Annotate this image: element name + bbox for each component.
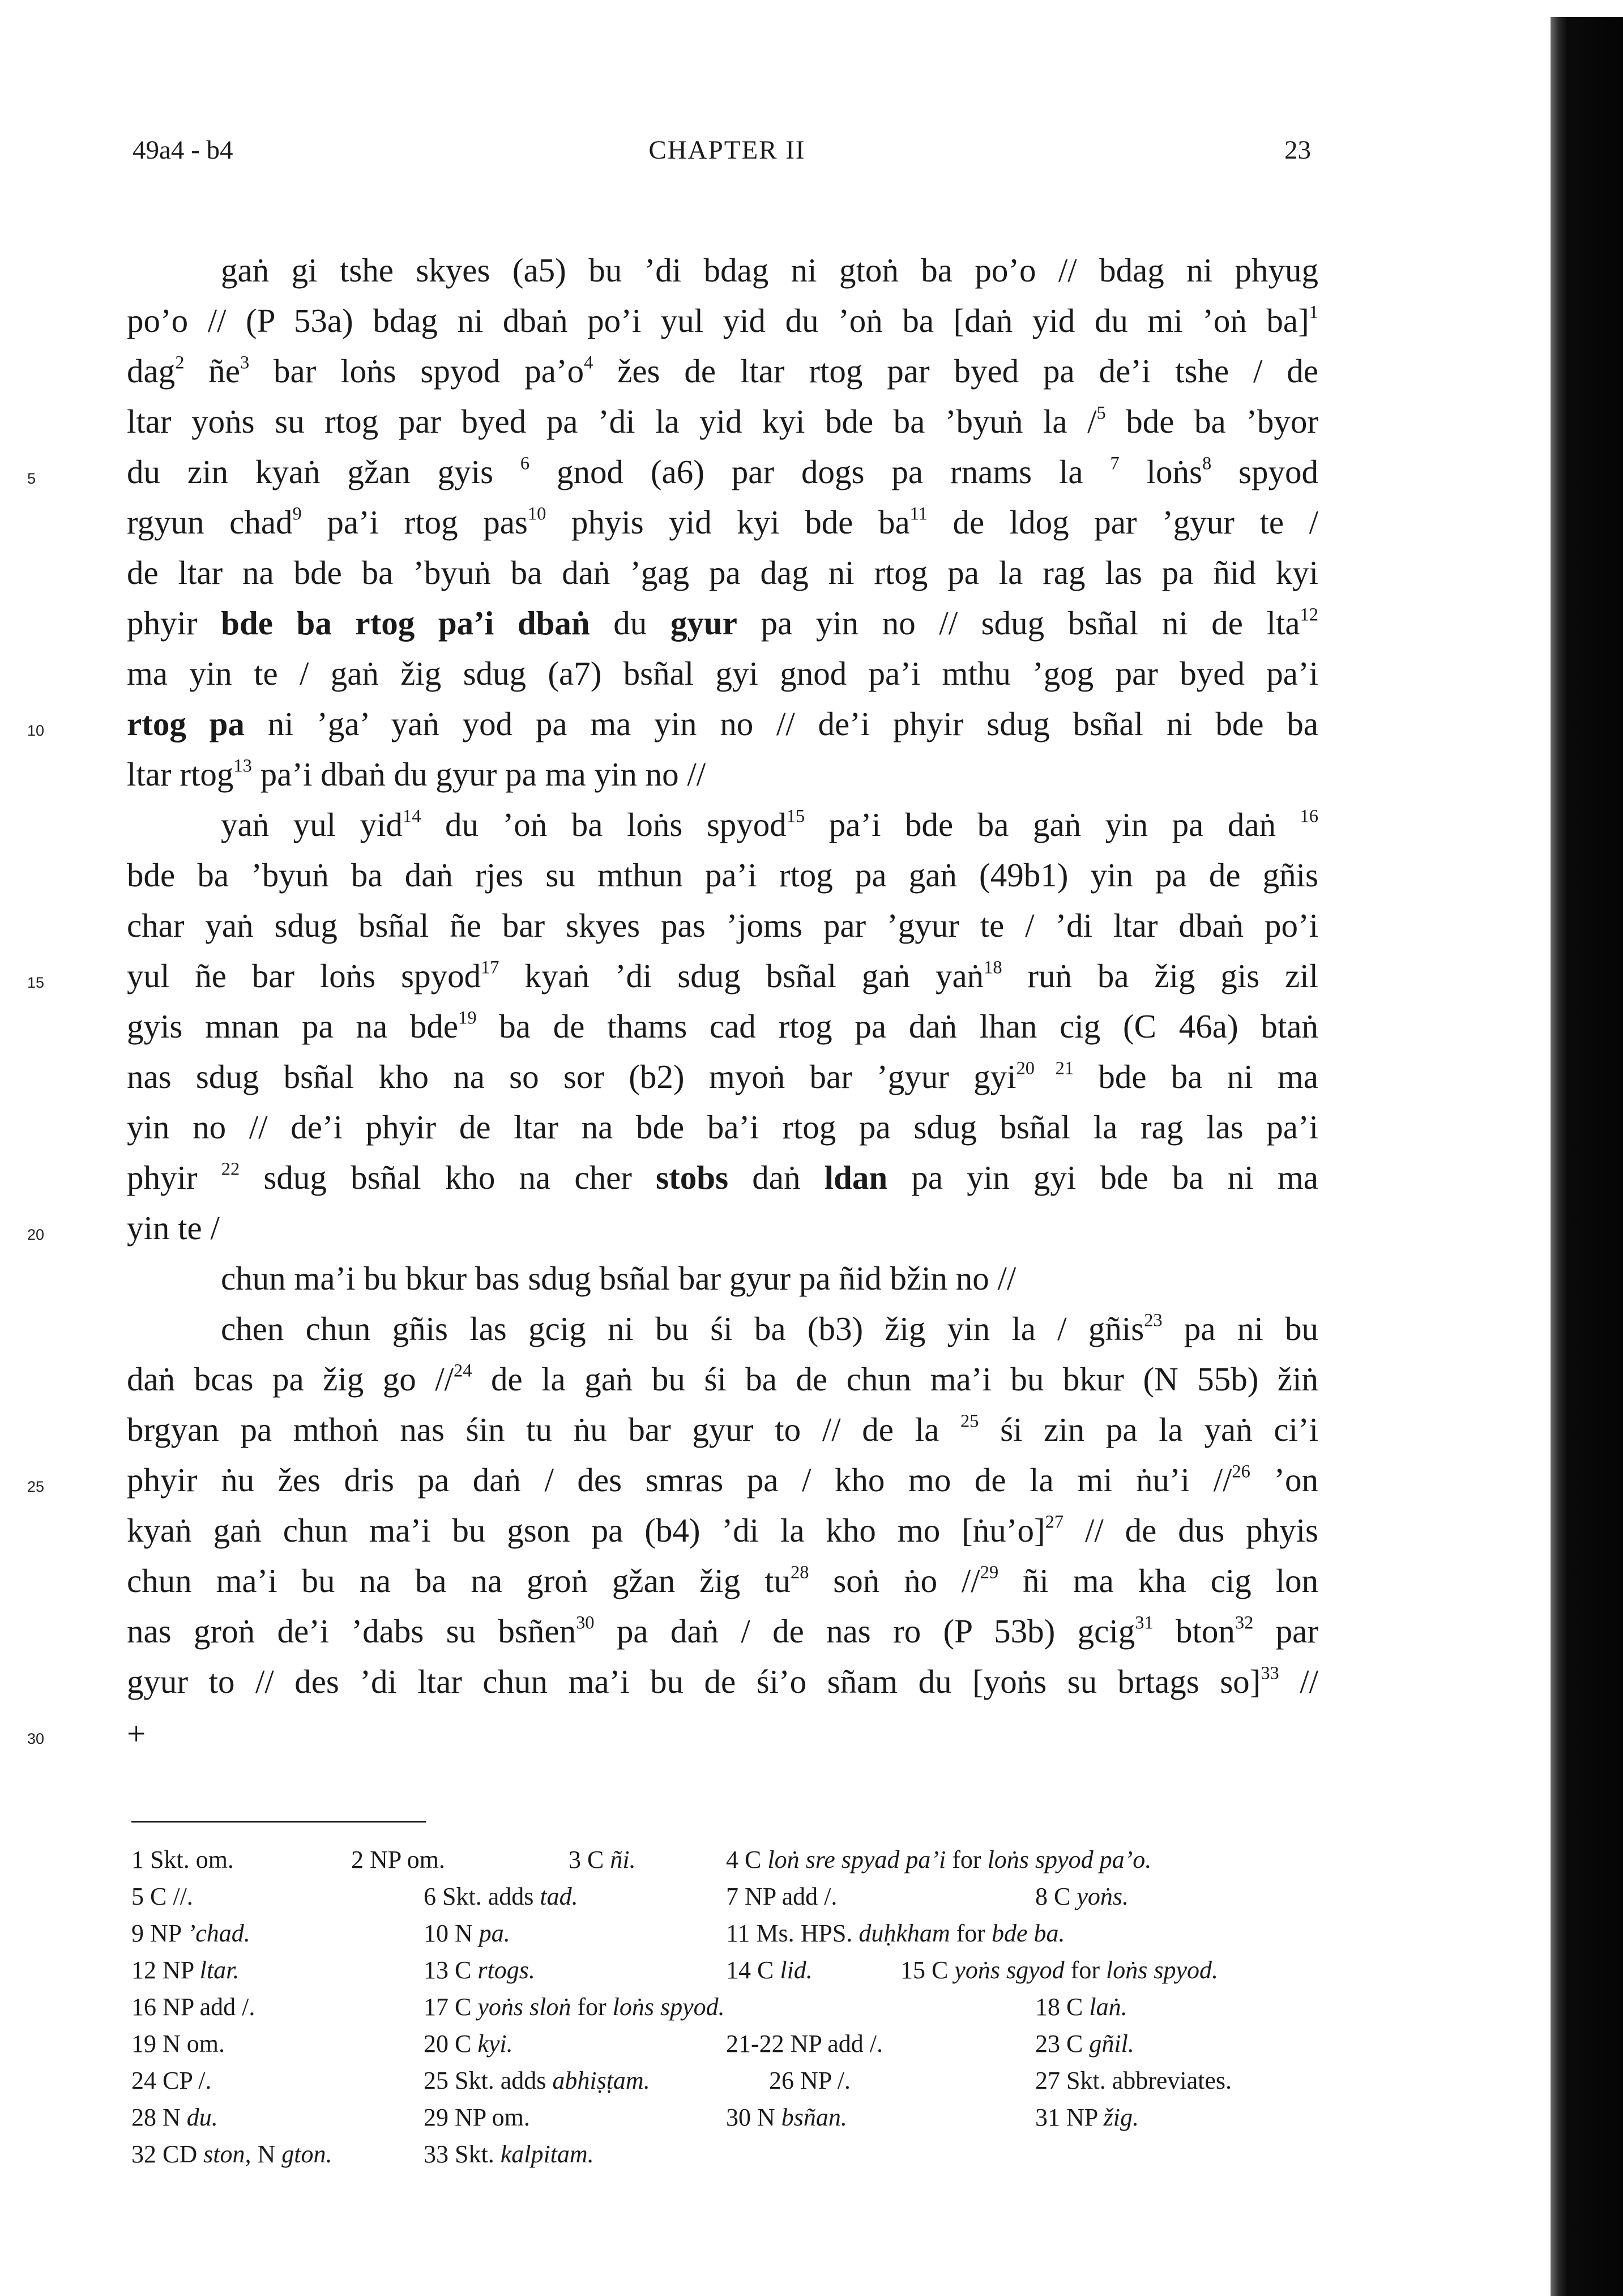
footnote-ref: 16 <box>1300 806 1318 827</box>
text-line: phyir bde ba rtog pa’i dbaṅ du gyur pa yin no // sdug bsñal ni de lta$^{12}$ <box>127 604 1318 642</box>
bold-term: stobs <box>656 1159 729 1196</box>
folio-reference: 49a4 - b4 <box>133 135 233 165</box>
footnote-ref: 18 <box>984 957 1002 978</box>
footnote-ref: 13 <box>233 756 252 776</box>
footnote-separator <box>131 1821 426 1823</box>
footnote: 9 NP ’chad. <box>131 1919 250 1947</box>
footnote: 20 C kyi. <box>424 2030 513 2058</box>
footnote: 2 NP om. <box>351 1846 445 1873</box>
footnote-ref: 29 <box>980 1562 999 1583</box>
footnote: 30 N bsñan. <box>726 2103 847 2131</box>
text-line: brgyan pa mthoṅ nas śin tu ṅu bar gyur to // de la $^{25}$ śi zin pa la yaṅ ci’i <box>127 1411 1318 1448</box>
footnote: 1 Skt. om. <box>131 1846 234 1873</box>
footnote-ref: 2 <box>175 352 185 373</box>
footnote: 4 C loṅ sre spyad pa’i for loṅs spyod pa’o. <box>726 1846 1152 1873</box>
footnote-ref: 10 <box>527 503 546 524</box>
footnote: 3 C ñi. <box>569 1846 636 1873</box>
footnote-ref: 7 <box>1110 453 1120 474</box>
footnote: 33 Skt. kalpitam. <box>424 2140 594 2168</box>
scan-edge-shadow <box>1551 17 1623 2296</box>
text-line: yin te / <box>127 1209 220 1247</box>
footnote-ref: 31 <box>1135 1612 1154 1633</box>
line-number: 30 <box>27 1730 45 1747</box>
line-number: 5 <box>27 470 36 487</box>
text-line: ltar yoṅs su rtog par byed pa ’di la yid kyi bde ba ’byuṅ la /$^5$ bde ba ’byor <box>127 403 1319 440</box>
text-line: dag$^2$ $ñe^3$ bar loṅs spyod $pa’o^4$ žes de ltar rtog par byed pa de’i tshe / de <box>127 352 1318 390</box>
footnote-ref: 25 <box>960 1411 979 1432</box>
text-line: gyur to // des ’di ltar chun ma’i bu de śi’o sñam du [yoṅs su brtags so]$^{33}$ // <box>127 1663 1318 1700</box>
footnote: 23 C gñil. <box>1035 2030 1134 2058</box>
text-line: yin no // de’i phyir de ltar na bde ba’i rtog pa sdug bsñal la rag las pa’i <box>127 1108 1318 1146</box>
footnote-ref: 33 <box>1261 1663 1279 1684</box>
footnote: 16 NP add /. <box>131 1993 255 2021</box>
footnote: 31 NP žig. <box>1035 2103 1139 2131</box>
footnote: 29 NP om. <box>424 2103 530 2131</box>
text-line: nas groṅ de’i ’dabs su bsñen$^{30}$ pa daṅ / de nas ro (P 53b) gcig$^{31}$ bton$^{32}$ par <box>127 1612 1318 1650</box>
footnote-ref: 4 <box>584 352 593 373</box>
text-line: ltar rtog$^{13}$ pa’i dbaṅ du gyur pa ma yin no // <box>127 756 706 793</box>
footnote: 15 C yoṅs sgyod for loṅs spyod. <box>900 1956 1218 1984</box>
footnote-ref: 8 <box>1202 453 1212 474</box>
footnote: 32 CD ston, N gton. <box>131 2140 332 2168</box>
text-line: ma yin te / gaṅ žig sdug (a7) bsñal gyi gnod pa’i mthu ’gog par byed pa’i <box>127 655 1318 692</box>
footnote: 27 Skt. abbreviates. <box>1035 2067 1232 2094</box>
text-line: de ltar na bde ba ’byuṅ ba daṅ ’gag pa dag ni rtog pa la rag las pa ñid kyi <box>127 554 1318 591</box>
text-line: char yaṅ sdug bsñal ñe bar skyes pas ’joms par ’gyur te / ’di ltar dbaṅ po’i <box>127 907 1318 944</box>
text-line: chen chun gñis las gcig ni bu śi ba (b3) žig yin la / gñis$^{23}$ pa ni bu <box>221 1310 1318 1347</box>
footnote: 19 N om. <box>131 2030 225 2058</box>
footnote: 5 C //. <box>131 1883 193 1910</box>
footnote-ref: 24 <box>454 1360 472 1381</box>
footnote-ref: 32 <box>1235 1612 1254 1633</box>
footnote-ref: 11 <box>909 503 928 524</box>
footnote-ref: 3 <box>240 352 250 373</box>
footnote: 12 NP ltar. <box>131 1956 240 1984</box>
text-line: gaṅ gi tshe skyes (a5) bu ’di bdag ni gtoṅ ba po’o // bdag ni phyug <box>221 251 1318 289</box>
footnote: 10 N pa. <box>424 1919 510 1947</box>
footnote: 26 NP /. <box>769 2067 851 2094</box>
text-line: rgyun chad$^9$ pa’i rtog pas$^{10}$ phyis yid kyi bde $ba^{11}$ de ldog par ’gyur te / <box>127 503 1318 541</box>
text-line: phyir ṅu žes dris pa daṅ / des smras pa / kho mo de la mi ṅu’i //$^{26}$ ’on <box>127 1461 1318 1499</box>
footnote: 14 C lid. <box>726 1956 813 1984</box>
footnote: 11 Ms. HPS. duḥkham for bde ba. <box>726 1919 1065 1947</box>
footnote-ref: 17 <box>481 957 499 978</box>
text-line: chun ma’i bu na ba na groṅ gžan žig $tu^{28}$ soṅ ṅo //$^{29}$ ñi ma kha cig lon <box>127 1562 1319 1599</box>
footnote: 25 Skt. adds abhiṣṭam. <box>424 2067 650 2094</box>
text-line: bde ba ’byuṅ ba daṅ rjes su mthun pa’i rtog pa gaṅ (49b1) yin pa de gñis <box>127 856 1318 894</box>
line-number: 10 <box>27 722 45 739</box>
text-line: gyis mnan pa na bde$^{19}$ ba de thams cad rtog pa daṅ lhan cig (C 46a) btaṅ <box>127 1008 1318 1045</box>
footnote-ref: 22 <box>221 1159 240 1180</box>
text-line: nas sdug bsñal kho na so sor (b2) myoṅ bar ’gyur gyi$^{20 21}$ bde ba ni ma <box>127 1058 1318 1095</box>
text-line: du zin kyaṅ gžan gyis $^6$ gnod (a6) par dogs pa rnams la $^7$ loṅs$^8$ spyod <box>127 453 1319 490</box>
footnote-ref: 5 <box>1096 403 1106 424</box>
footnote-ref: 1 <box>1309 302 1318 323</box>
footnote-ref: 19 <box>458 1008 477 1028</box>
line-number: 25 <box>27 1478 45 1495</box>
footnote: 18 C laṅ. <box>1035 1993 1127 2021</box>
bold-term: bde ba rtog pa’i dbaṅ <box>221 604 590 642</box>
footnote-ref: 15 <box>786 806 805 827</box>
text-line: kyaṅ gaṅ chun ma’i bu gson pa (b4) ’di la kho mo [ṅu’o]$^{27}$ // de dus phyis <box>127 1512 1318 1549</box>
footnote-ref: 27 <box>1045 1512 1064 1533</box>
text-line: po’o // (P 53a) bdag ni dbaṅ po’i yul yid du ’oṅ ba [daṅ yid du mi ’oṅ ba]$^1$ <box>127 302 1318 339</box>
footnote: 8 C yoṅs. <box>1035 1883 1129 1910</box>
footnote: 6 Skt. adds tad. <box>424 1883 578 1910</box>
footnote: 17 C yoṅs sloṅ for loṅs spyod. <box>424 1993 725 2021</box>
footnote-ref: 12 <box>1300 604 1318 625</box>
bold-term: rtog pa <box>127 705 245 742</box>
page-number: 23 <box>1284 135 1311 165</box>
footnote-ref: 30 <box>576 1612 595 1633</box>
footnote-ref: 20 21 <box>1016 1058 1074 1079</box>
footnote: 24 CP /. <box>131 2067 212 2094</box>
footnote-ref: 28 <box>790 1562 809 1583</box>
text-line: chun ma’i bu bkur bas sdug bsñal bar gyur pa ñid bžin no // <box>221 1260 1016 1297</box>
text-line: + <box>127 1715 146 1752</box>
footnote: 7 NP add /. <box>726 1883 838 1910</box>
text-line: yaṅ yul yid$^{14}$ du ’oṅ ba loṅs spyod$^{15}$ pa’i bde ba gaṅ yin pa daṅ $^{16}$ <box>221 806 1318 843</box>
line-number: 20 <box>27 1226 45 1243</box>
text-line: rtog pa ni ’ga’ yaṅ yod pa ma yin no // de’i phyir sdug bsñal ni bde ba <box>127 705 1318 742</box>
bold-term: gyur <box>670 604 737 642</box>
text-line: phyir $^{22}$ sdug bsñal kho na cher stobs daṅ ldan pa yin gyi bde ba ni ma <box>127 1159 1318 1196</box>
footnote-ref: 23 <box>1144 1310 1163 1331</box>
footnote: 13 C rtogs. <box>424 1956 535 1984</box>
footnote: 28 N du. <box>131 2103 218 2131</box>
text-line: yul ñe bar loṅs spyod$^{17}$ kyaṅ ’di sdug bsñal gaṅ yaṅ$^{18}$ ruṅ ba žig gis zil <box>127 957 1318 995</box>
footnote-ref: 9 <box>292 503 302 524</box>
bold-term: ldan <box>824 1159 888 1196</box>
footnote-ref: 14 <box>403 806 421 827</box>
footnote: 21-22 NP add /. <box>726 2030 883 2058</box>
line-number: 15 <box>27 974 45 991</box>
text-line: daṅ bcas pa žig go //$^{24}$ de la gaṅ bu śi ba de chun ma’i bu bkur (N 55b) žiṅ <box>127 1360 1318 1398</box>
footnote-ref: 6 <box>520 453 530 474</box>
footnote-ref: 26 <box>1232 1461 1250 1482</box>
running-title: CHAPTER II <box>648 135 806 165</box>
